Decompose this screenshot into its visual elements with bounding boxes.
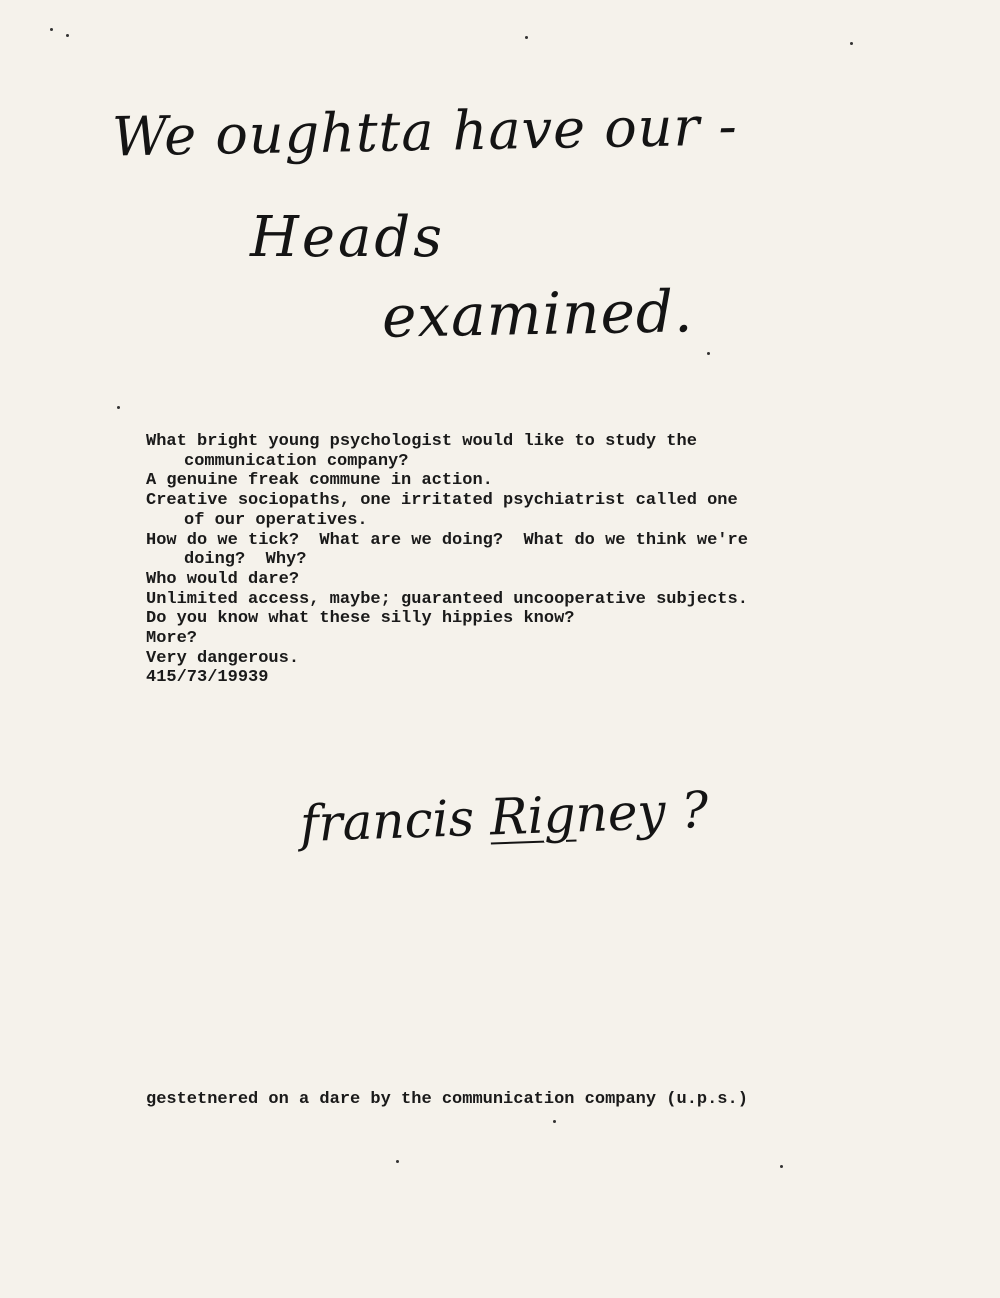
paper-speck bbox=[780, 1165, 783, 1168]
paper-speck bbox=[50, 28, 53, 31]
typed-line: How do we tick? What are we doing? What do we think we're bbox=[146, 530, 748, 550]
handwritten-heading-line-1: We oughtta have our - bbox=[111, 94, 739, 169]
paper-speck bbox=[396, 1160, 399, 1163]
paper-speck bbox=[66, 34, 69, 37]
paper-speck bbox=[525, 36, 528, 39]
typed-line: A genuine freak commune in action. bbox=[146, 471, 493, 491]
typed-line: doing? Why? bbox=[184, 550, 307, 570]
signature-rest: ney ? bbox=[574, 780, 710, 844]
typed-line: 415/73/19939 bbox=[146, 668, 269, 688]
handwritten-heading-line-2: Heads bbox=[250, 205, 445, 270]
typed-line: Creative sociopaths, one irritated psychiatrist called one bbox=[146, 491, 738, 511]
signature-underlined-part: Rig bbox=[488, 785, 577, 847]
typed-line: Do you know what these silly hippies know? bbox=[146, 609, 575, 629]
paper-speck bbox=[850, 42, 853, 45]
typed-body-text bbox=[146, 432, 748, 688]
typed-line: of our operatives. bbox=[184, 510, 368, 530]
footer-credit: gestetnered on a dare by the communication company (u.p.s.) bbox=[146, 1090, 748, 1109]
typed-line: Who would dare? bbox=[146, 569, 300, 589]
typed-line: Very dangerous. bbox=[146, 648, 300, 668]
typed-line: communication company? bbox=[184, 451, 409, 471]
signature-first-name: francis bbox=[299, 788, 491, 854]
typed-line: More? bbox=[146, 629, 198, 649]
paper-speck bbox=[707, 352, 710, 355]
typed-line: What bright young psychologist would like to study the bbox=[146, 432, 697, 451]
paper-speck bbox=[117, 406, 120, 409]
paper-speck bbox=[553, 1120, 556, 1123]
typed-line: Unlimited access, maybe; guaranteed uncooperative subjects. bbox=[146, 589, 748, 609]
handwritten-signature bbox=[299, 781, 709, 853]
handwritten-heading-line-3: examined. bbox=[381, 277, 694, 351]
